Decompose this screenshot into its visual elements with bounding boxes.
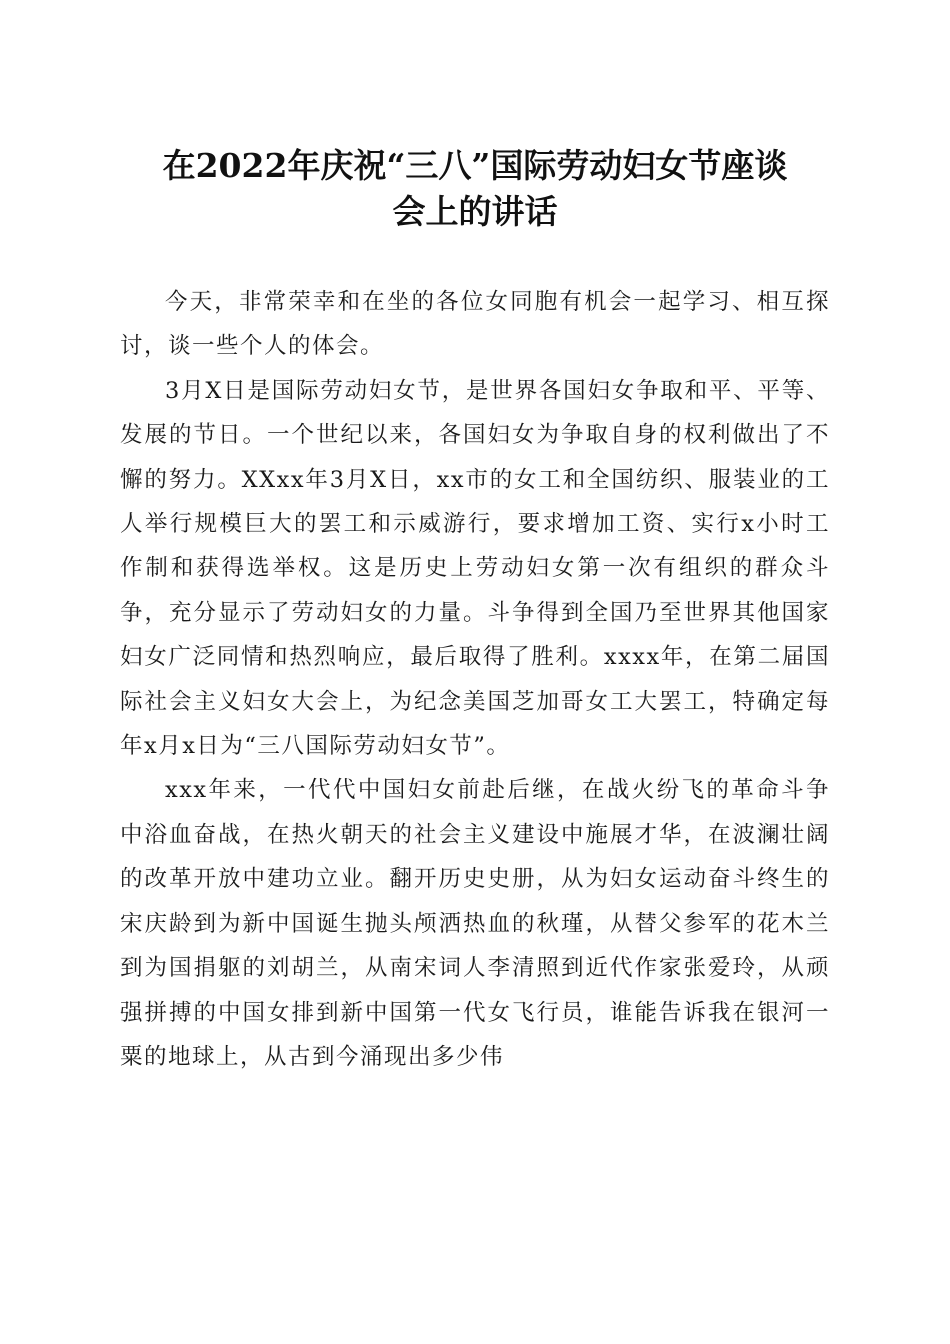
document-title-line-2: 会上的讲话 xyxy=(392,192,558,231)
document-title-line-1: 在2022年庆祝“三八”国际劳动妇女节座谈 xyxy=(162,146,788,185)
paragraph-1: 今天，非常荣幸和在坐的各位女同胞有机会一起学习、相互探讨，谈一些个人的体会。 xyxy=(120,289,830,360)
paragraph-3: xxx年来，一代代中国妇女前赴后继，在战火纷飞的革命斗争中浴血奋战，在热火朝天的社会主义建设中施展才华，在波澜壮阔的改革开放中建功立业。翻开历史史册，从为妇女运动奋斗终生的宋庆龄到为新中国诞生抛头颅洒热血的秋瑾，从替父参军的花木兰到为国捐躯的刘胡兰，从南宋词人李清照到近代作家张爱玲，从顽强拼搏的中国女排到新中国第一代女飞行员，谁能告诉我在银河一粟的地球上，从古到今涌现出多少伟 xyxy=(120,777,830,1070)
document-body xyxy=(120,280,830,1079)
paragraph-2: 3月X日是国际劳动妇女节，是世界各国妇女争取和平、平等、发展的节日。一个世纪以来，各国妇女为争取自身的权利做出了不懈的努力。XXxx年3月X日，xx市的女工和全国纺织、服装业的工人举行规模巨大的罢工和示威游行，要求增加工资、实行x小时工作制和获得选举权。这是历史上劳动妇女第一次有组织的群众斗争，充分显示了劳动妇女的力量。斗争得到全国乃至世界其他国家妇女广泛同情和热烈响应，最后取得了胜利。xxxx年，在第二届国际社会主义妇女大会上，为纪念美国芝加哥女工大罢工，特确定每年x月x日为“三八国际劳动妇女节”。 xyxy=(120,377,830,760)
